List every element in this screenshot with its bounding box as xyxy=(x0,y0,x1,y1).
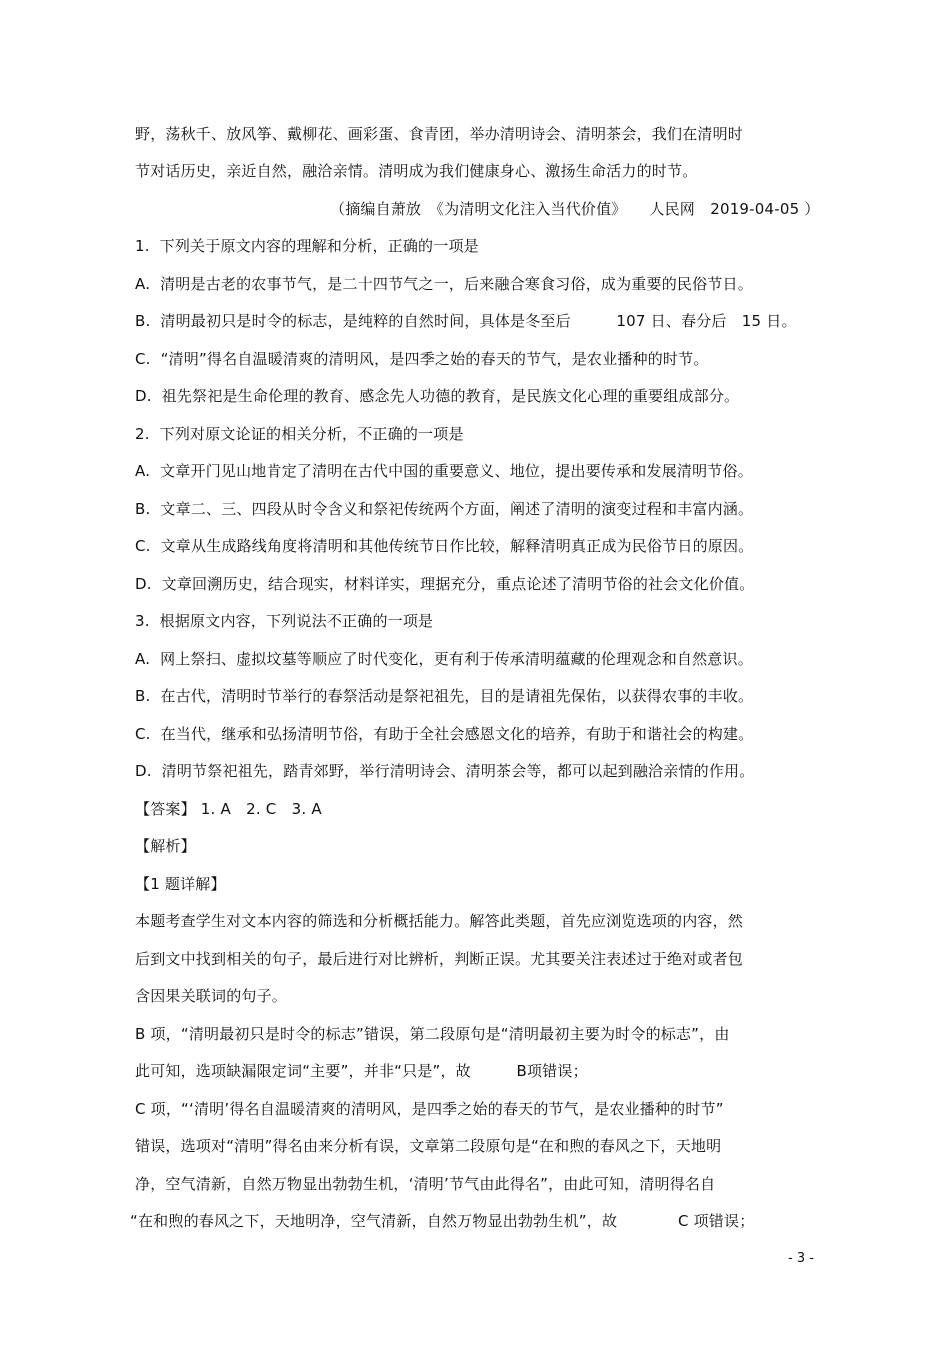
page-number: - 3 - xyxy=(788,1251,814,1266)
explanation-line-4: B 项，“清明最初只是时令的标志”错误，第二段原句是“清明最初主要为时令的标志”，由 xyxy=(135,1025,730,1043)
q1-option-d: D. 祖先祭祀是生命伦理的教育、感念先人功德的教育，是民族文化心理的重要组成部分。 xyxy=(135,387,740,405)
explanation-line-5: 此可知，选项缺漏限定词“主要”，并非“只是”，故 B项错误； xyxy=(135,1062,588,1080)
text-line-2: 节对话历史，亲近自然，融洽亲情。清明成为我们健康身心、激扬生命活力的时节。 xyxy=(135,162,698,180)
q2-option-c: C. 文章从生成路线角度将清明和其他传统节日作比较，解释清明真正成为民俗节日的原因。 xyxy=(135,537,754,555)
q1-option-c: C. “清明”得名自温暖清爽的清明风，是四季之始的春天的节气，是农业播种的时节。 xyxy=(135,350,709,368)
explanation-line-6: C 项，“‘清明’得名自温暖清爽的清明风，是四季之始的春天的节气，是农业播种的时节” xyxy=(135,1100,724,1118)
question-2: 2. 下列对原文论证的相关分析，不正确的一项是 xyxy=(135,425,464,443)
citation-line: （摘编自萧放 《为清明文化注入当代价值》 人民网 2019-04-05 ） xyxy=(330,200,820,218)
q3-option-a: A. 网上祭扫、虚拟坟墓等顺应了时代变化，更有利于传承清明蕴藏的伦理观念和自然意识。 xyxy=(135,650,753,668)
q2-option-b: B. 文章二、三、四段从时令含义和祭祀传统两个方面，阐述了清明的演变过程和丰富内涵。 xyxy=(135,500,754,518)
question-3: 3. 根据原文内容，下列说法不正确的一项是 xyxy=(135,612,434,630)
text-line-1: 野，荡秋千、放风筝、戴柳花、画彩蛋、食青团，举办清明诗会、清明茶会，我们在清明时 xyxy=(135,125,744,143)
explanation-line-7: 错误，选项对“清明”得名由来分析有误，文章第二段原句是“在和煦的春风之下，天地明 xyxy=(135,1137,722,1155)
explanation-line-3: 含因果关联词的句子。 xyxy=(135,987,288,1005)
question-1: 1. 下列关于原文内容的理解和分析，正确的一项是 xyxy=(135,237,479,255)
q3-option-b: B. 在古代，清明时节举行的春祭活动是祭祀祖先，目的是请祖先保佑，以获得农事的丰收。 xyxy=(135,687,754,705)
q2-option-a: A. 文章开门见山地肯定了清明在古代中国的重要意义、地位，提出要传承和发展清明节俗。 xyxy=(135,462,753,480)
explanation-line-9: “在和煦的春风之下，天地明净，空气清新，自然万物显出勃勃生机”，故 C 项错误； xyxy=(130,1212,755,1230)
explanation-line-8: 净，空气清新，自然万物显出勃勃生机，‘清明’节气由此得名”，由此可知，清明得名自 xyxy=(135,1175,716,1193)
analysis-heading: 【解析】 xyxy=(135,837,196,855)
q1-detail-heading: 【1 题详解】 xyxy=(135,875,226,893)
q3-option-d: D. 清明节祭祀祖先，踏青郊野，举行清明诗会、清明茶会等，都可以起到融洽亲情的作用。 xyxy=(135,762,755,780)
q2-option-d: D. 文章回溯历史，结合现实，材料详实，理据充分，重点论述了清明节俗的社会文化价值。 xyxy=(135,575,755,593)
explanation-line-1: 本题考查学生对文本内容的筛选和分析概括能力。解答此类题，首先应浏览选项的内容，然 xyxy=(135,912,744,930)
explanation-line-2: 后到文中找到相关的句子，最后进行对比辨析，判断正误。尤其要关注表述过于绝对或者包 xyxy=(135,950,744,968)
q1-option-b: B. 清明最初只是时令的标志，是纯粹的自然时间，具体是冬至后 107 日、春分后 15 日。 xyxy=(135,312,797,330)
answer-line: 【答案】 1. A 2. C 3. A xyxy=(135,800,322,818)
q3-option-c: C. 在当代，继承和弘扬清明节俗，有助于全社会感恩文化的培养，有助于和谐社会的构建。 xyxy=(135,725,754,743)
q1-option-a: A. 清明是古老的农事节气，是二十四节气之一，后来融合寒食习俗，成为重要的民俗节日。 xyxy=(135,275,753,293)
